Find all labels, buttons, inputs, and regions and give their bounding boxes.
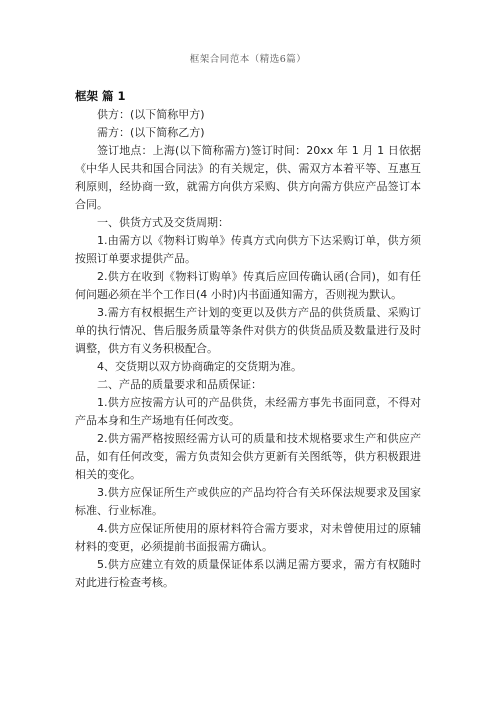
document-title: 框架合同范本（精选6篇）: [189, 54, 307, 65]
paragraph-clause-2-4: 4.供方应保证所使用的原材料符合需方要求，对未曾使用过的原辅材料的变更，必须提前书面报需方确认。: [75, 522, 421, 553]
paragraph-clause-1-1: 1.由需方以《物料订购单》传真方式向供方下达采购订单，供方须按照订单要求提供产品。: [75, 234, 421, 265]
paragraph-clause-1-4: 4、交货期以双方协商确定的交货期为准。: [97, 360, 302, 373]
paragraph-buyer: 需方：(以下简称乙方): [97, 126, 205, 139]
paragraph-clause-1-2: 2.供方在收到《物料订购单》传真后应回传确认函(合同)，如有任何问题必须在半个工作日(4 小时)内书面通知需方，否则视为默认。: [75, 270, 421, 301]
paragraph-clause-2-2: 2.供方需严格按照经需方认可的质量和技术规格要求生产和供应产品，如有任何改变，需方负责知会供方更新有关图纸等，供方积极跟进相关的变化。: [75, 432, 421, 481]
paragraph-clause-2-5: 5.供方应建立有效的质量保证体系以满足需方要求，需方有权随时对此进行检查考核。: [75, 558, 421, 589]
paragraph-section-1-title: 一、供货方式及交货周期：: [97, 216, 229, 229]
paragraph-clause-2-3: 3.供方应保证所生产或供应的产品均符合有关环保法规要求及国家标准、行业标准。: [75, 486, 421, 517]
document-body: [75, 87, 421, 592]
paragraph-clause-1-3: 3.需方有权根据生产计划的变更以及供方产品的供货质量、采购订单的执行情况、售后服务质量等条件对供方的供货品质及数量进行及时调整，供方有义务积极配合。: [75, 306, 421, 355]
paragraph-clause-2-1: 1.供方应按需方认可的产品供货，未经需方事先书面同意，不得对产品本身和生产场地有任何改变。: [75, 396, 421, 427]
paragraph-signing-info: 签订地点：上海(以下简称需方)签订时间：20xx 年 1 月 1 日依据《中华人民共和国合同法》的有关规定，供、需双方本着平等、互惠互利原则，经协商一致，就需方向供方采购、供方向需方供应产品签订本合同。: [75, 144, 421, 211]
paragraph-supplier: 供方：(以下简称甲方): [97, 108, 205, 121]
section-heading: 框架 篇 1: [75, 89, 126, 103]
paragraph-section-2-title: 二、产品的质量要求和品质保证：: [97, 378, 262, 391]
